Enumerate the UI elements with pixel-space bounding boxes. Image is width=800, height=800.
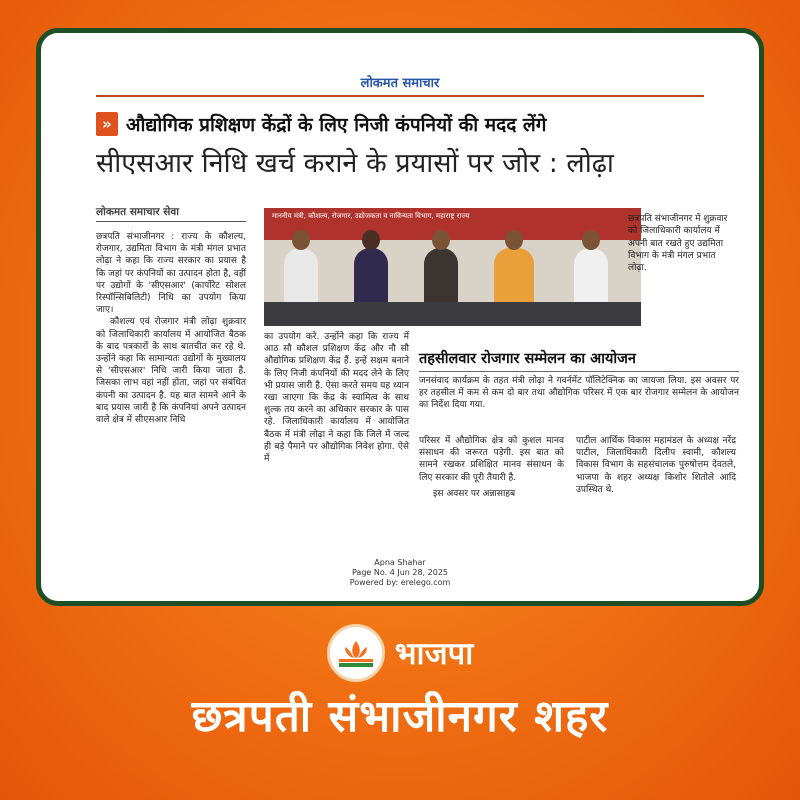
section-subheading: तहसीलवार रोजगार सम्मेलन का आयोजन: [419, 348, 739, 372]
press-conference-photo: [264, 208, 641, 326]
party-name: भाजपा: [394, 636, 474, 672]
person-head: [362, 230, 380, 250]
double-chevron-icon: »: [96, 112, 118, 136]
headline-text: औद्योगिक प्रशिक्षण केंद्रों के लिए निजी कंपनियों की मदद लेंगे: [126, 114, 547, 136]
article-column-3: [419, 435, 564, 500]
party-branding: [0, 624, 800, 682]
person-figure: [574, 248, 608, 306]
person-figure: [494, 248, 534, 306]
lotus-logo-icon: [327, 624, 385, 682]
article-paragraph: परिसर में औद्योगिक क्षेत्र को कुशल मानव संसाधन की जरूरत पड़ेगी. इस बात को सामने रखकर प्रशिक्षित मानव संसाधन के लिए सरकार की पूरी तैयारी है.: [419, 436, 564, 483]
person-head: [432, 230, 450, 250]
article-column-2: [264, 331, 409, 465]
byline: लोकमत समाचार सेवा: [96, 206, 179, 218]
person-figure: [354, 248, 388, 306]
byline-rule: [96, 221, 246, 222]
footer-page-date: Page No. 4 Jun 28, 2025: [351, 568, 449, 577]
article-paragraph: जनसंवाद कार्यक्रम के तहत मंत्री लोढ़ा ने गवर्नमेंट पॉलिटेक्निक का जायजा लिया. इस अवसर पर हर तहसील में कम से कम दो बार तथा औद्योगिक परिसर में एक बार रोजगार सम्मेलन के आयोजन का निर्देश दिया गया.: [419, 376, 739, 411]
headline: [96, 111, 736, 137]
article-paragraph: कौशल्य एवं रोजगार मंत्री लोढ़ा शुक्रवार को जिलाधिकारी कार्यालय में आयोजित बैठक के बाद पत्रकारों के साथ बातचीत कर रहे थे. उन्होंने कहा कि सामान्यतः उद्योगों के मुख्यालय से 'सीएसआर' निधि जारी किया जाता है. जिसका लाभ वहां नहीं होता, जहां पर संबंधित कंपनी का उत्पादन है. यह बात सामने आने के बाद प्रयास जारी है कि कंपनियां अपने उत्पादन वाले क्षेत्र में सीएसआर निधि: [96, 317, 246, 426]
article-paragraph: इस अवसर पर अन्नासाहब: [433, 488, 516, 499]
masthead-rule: [96, 95, 704, 97]
subheadline: सीएसआर निधि खर्च कराने के प्रयासों पर जोर : लोढ़ा: [96, 148, 614, 179]
article-paragraph: का उपयोग करे. उन्होंने कहा कि राज्य में आठ सौ कौशल प्रशिक्षण केंद्र और नौ सौ औद्योगिक प्रशिक्षण केंद्र हैं. इन्हें सक्षम बनाने के लिए निजी कंपनियों की मदद लेने के लिए भी प्रयास जारी है. ऐसा करते समय यह ध्यान रखा जाएगा कि केंद्र के स्वामित्व के साथ शुल्क तय करने का अधिकार सरकार के पास रहे. जिलाधिकारी कार्यालय में आयोजित बैठक में मंत्री लोढ़ा ने कहा कि जिले में जल्द ही बड़े पैमाने पर औद्योगिक निवेश होगा. ऐसे में: [264, 332, 409, 465]
person-head: [505, 230, 523, 250]
person-head: [582, 230, 600, 250]
article-paragraph: पाटील आर्थिक विकास महामंडल के अध्यक्ष नरेंद्र पाटील, जिलाधिकारी दिलीप स्वामी, कौशल्य विकास विभाग के सहसंचालक पुरुषोत्तम देवतले, भाजपा के शहर अध्यक्ष किशोर शितोले आदि उपस्थित थे.: [576, 436, 736, 495]
section-intro: [419, 375, 739, 412]
conference-table: [264, 302, 641, 326]
photo-banner: माननीय मंत्री, कौशल्य, रोजगार, उद्योजकता व नाविन्यता विभाग, महाराष्ट्र राज्य: [264, 208, 641, 240]
article-column-4: [576, 435, 736, 496]
article-column-1: [96, 231, 246, 426]
person-figure: [284, 248, 318, 306]
photo-caption: छत्रपति संभाजीनगर में शुक्रवार को जिलाधिकारी कार्यालय में अपनी बात रखते हुए उद्यमिता विभाग के मंत्री मंगल प्रभात लोढ़ा.: [628, 214, 728, 274]
city-title: छत्रपती संभाजीनगर शहर: [191, 691, 609, 742]
newspaper-masthead: लोकमत समाचार: [360, 76, 440, 91]
newspaper-clipping-card: [36, 28, 764, 606]
person-figure: [424, 248, 458, 306]
footer-powered-by: Powered by: erelego.com: [349, 578, 451, 587]
footer-section: Apna Shahar: [374, 558, 426, 567]
article-paragraph: छत्रपति संभाजीनगर : राज्य के कौशल्य, रोजगार, उद्यमिता विभाग के मंत्री मंगल प्रभात लोढ़ा ने कहा कि राज्य सरकार का प्रयास है कि जहां पर कंपनियों का उत्पादन होता है, वहीं पर उद्योगों के 'सीएसआर' (कार्पोरेट सोशल रिस्पॉन्सिबिलिटी) निधि का उपयोग किया जाए।: [96, 232, 246, 316]
clipping-footer: [41, 558, 759, 588]
person-head: [292, 230, 310, 250]
